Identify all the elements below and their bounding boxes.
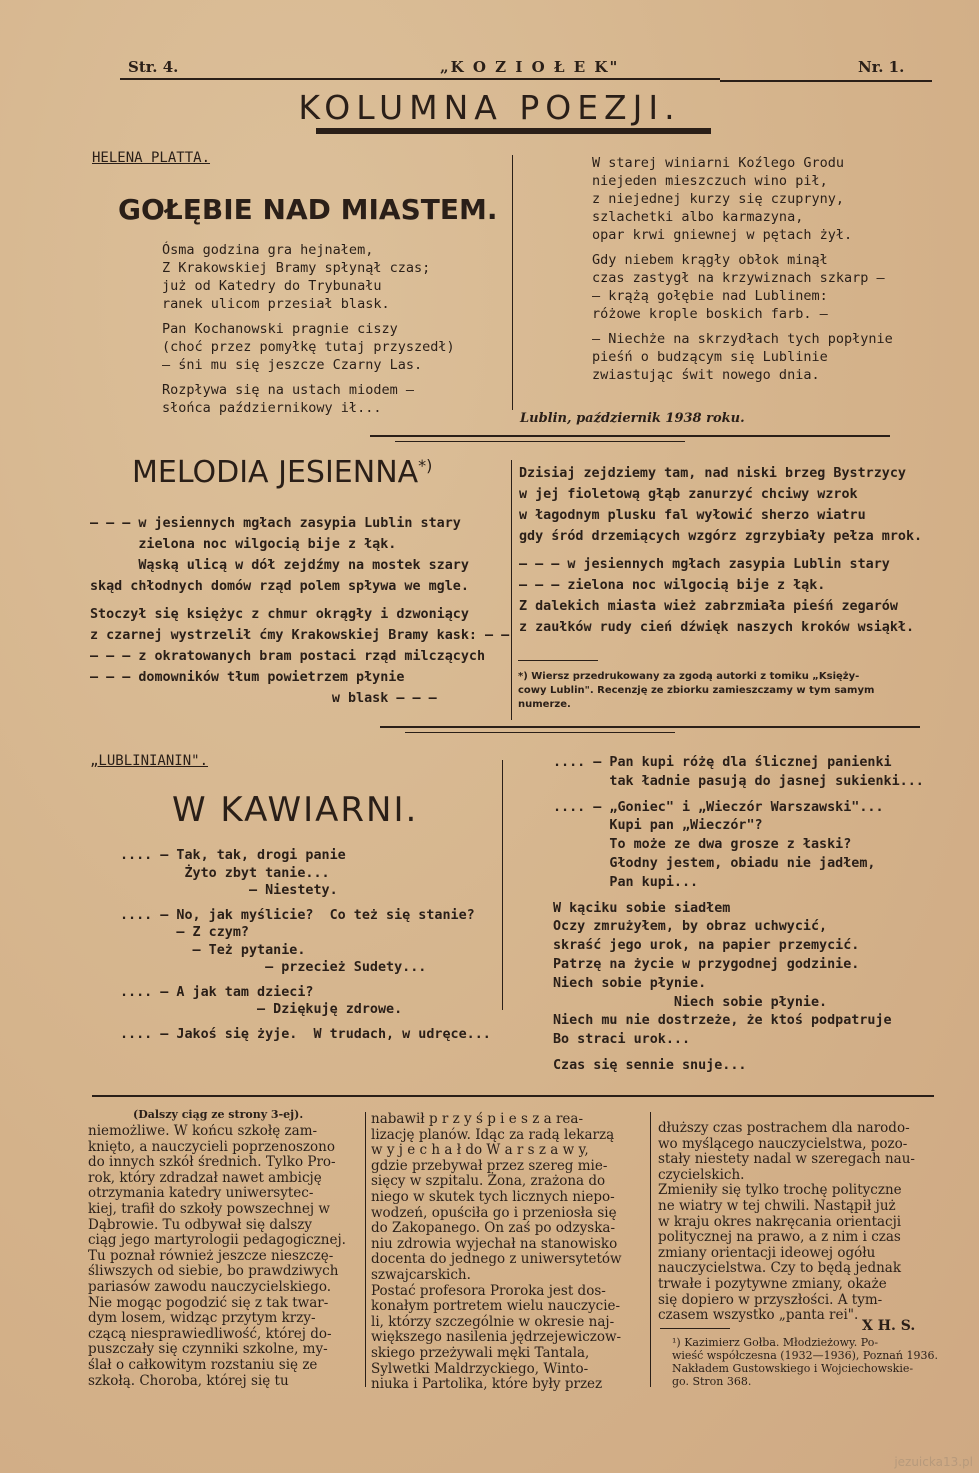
poem-line: Patrzę na życie w przygodnej godzinie. (553, 956, 860, 972)
page-number: Str. 4. (128, 58, 179, 76)
poem-line: tak ładnie pasują do jasnej sukienki... (553, 773, 924, 789)
poem2-divider (511, 460, 512, 720)
poem-line: .... — „Goniec" i „Wieczór Warszawski"... (553, 799, 884, 815)
poem-line (120, 1019, 491, 1026)
poem-line: — — — z okratowanych bram postaci rząd milczących (90, 649, 486, 664)
article-line: śliwszych od siebie, bo prawdziwych (88, 1263, 339, 1280)
poem-line: .... — No, jak myślicie? Co też się stanie? (120, 907, 475, 923)
poem-line: zielona noc wilgocią bije z łąk. (90, 537, 397, 552)
article-line: czycielskich. (658, 1166, 745, 1183)
article-col1 (88, 1124, 360, 1389)
poem2-footnote-rule (518, 660, 598, 661)
article-line: nabawił p r z y ś p i e s z a rea- (371, 1111, 584, 1127)
article-line: pariasów zawodu nauczycielskiego. (88, 1278, 332, 1295)
poem-line: w łagodnym plusku fal wyłowić sherzo wiatru (519, 508, 866, 523)
poem3-divider (502, 760, 503, 1010)
article-line: docenta do jednego z uniwersytetów (371, 1251, 622, 1268)
poem-line (553, 1050, 924, 1057)
poem1-author: HELENA PLATTA. (92, 150, 211, 166)
article-line: się dopiero w przyszłości. A tym- (658, 1291, 883, 1308)
masthead: „K O Z I O Ł E K" (440, 58, 620, 76)
section-title: KOLUMNA POEZJI. (298, 88, 681, 127)
article-line: nauczycielstwa. Czy to będą jednak (658, 1260, 902, 1277)
poem2-rule-a (380, 726, 920, 728)
poem-line: Z Krakowskiej Bramy spłynął czas; (162, 260, 431, 276)
poem-line (162, 374, 455, 381)
poem-line: (choć przez pomyłkę tutaj przyszedł) (162, 339, 455, 355)
article-line: czasem wszystko „panta rei". (658, 1307, 859, 1324)
poem-line (553, 792, 924, 799)
poem2-right-stanzas (519, 463, 922, 638)
article-line: politycznej na prawo, a z nim i czas (658, 1229, 901, 1246)
poem1-rule-b (395, 441, 685, 442)
article-line: do Zakopanego. On zaś po odzyska- (371, 1220, 616, 1237)
article-line: stały niestety nadal w szeregach nau- (658, 1151, 915, 1168)
poem-line: — Niestety. (120, 883, 338, 898)
poem1-right-stanzas (592, 154, 893, 384)
poem-line: szlachetki albo karmazyna, (592, 209, 804, 225)
poem-line: Gdy niebem krągły obłok minął (592, 252, 828, 268)
poem1-divider (512, 155, 513, 410)
poem-line: z czarnej wystrzelił ćmy Krakowskiej Bramy kask: — — (90, 628, 510, 643)
poem-line: .... — Pan kupi różę dla ślicznej panienki (553, 755, 892, 770)
poem2-rule-b (405, 732, 675, 733)
article-line: Dąbrowie. Tu odbywał się dalszy (88, 1216, 313, 1233)
poem-line: słońca październikowy ił... (162, 400, 382, 416)
article-line: lizację planów. Idąc za radą lekarzą (371, 1126, 615, 1143)
poem-line: To może ze dwa grosze z łaski? (553, 837, 852, 853)
article-line: Postać profesora Proroka jest dos- (371, 1282, 606, 1299)
poem-line (553, 893, 924, 900)
footnote-line: Nakładem Gustowskiego i Wojciechowskie- (672, 1362, 914, 1375)
poem3-left-stanzas (120, 847, 491, 1043)
article-line: w kraju okres nakręcania orientacji (658, 1213, 902, 1230)
poem1-signature: Lublin, październik 1938 roku. (520, 411, 745, 426)
article-col2 (371, 1112, 643, 1393)
poem-line: Ósma godzina gra hejnałem, (162, 242, 374, 258)
footnote-line: ¹) Kazimierz Gołba. Młodzieżowy. Po- (672, 1336, 879, 1349)
poem-line: — — — w jesiennych mgłach zasypia Lublin stary (519, 557, 890, 572)
article-col3 (658, 1121, 933, 1324)
poem-line: niejeden mieszczuch wino pił, (592, 173, 828, 189)
article-line: gdzie przebywał przez szereg mie- (371, 1157, 608, 1174)
poem-line: Niech sobie płynie. (553, 994, 828, 1010)
poem-line: Kupi pan „Wieczór"? (553, 818, 763, 834)
article-line: kiej, trafił do szkoły powszechnej w (88, 1200, 330, 1217)
poem-line: .... — Jakoś się żyje. W trudach, w udręce... (120, 1026, 491, 1042)
poem-line (519, 547, 922, 554)
footnote-line: numerze. (518, 699, 571, 710)
poem-line (592, 323, 893, 330)
article-line: li, którzy szczególnie w okresie naj- (371, 1313, 615, 1330)
poem-line (90, 597, 509, 604)
article-line: ślał o całkowitym rozstaniu się ze (88, 1356, 318, 1373)
article-line: Zmieniły się tylko trochę polityczne (658, 1182, 902, 1199)
article-line: czącą niesprawiedliwość, której do- (88, 1325, 332, 1342)
article-line: zmiany orientacji ideowej ogółu (658, 1244, 876, 1261)
poem2-footnote (518, 670, 928, 712)
article-line: Tu poznał również jeszcze nieszczę- (88, 1247, 334, 1264)
poem-line: — Z czym? (120, 925, 249, 940)
poem1-rule-a (370, 435, 890, 437)
poem-line: W starej winiarni Koźlego Grodu (592, 155, 844, 171)
article-line: niemożliwe. W końcu szkołę zam- (88, 1123, 318, 1139)
poem-line: Wąską ulicą w dół zejdźmy na mostek szary (90, 558, 469, 573)
footnote-line: go. Stron 368. (672, 1375, 752, 1388)
article-line: niuka i Partolika, które były przez (371, 1376, 603, 1393)
poem-line (120, 977, 491, 984)
poem-line: czas zastygł na krzywiznach szkarp — (592, 270, 885, 286)
poem3-right-stanzas (553, 754, 924, 1076)
article-line: Nie mogąc pogodzić się z tak twar- (88, 1294, 329, 1311)
article-line: knięto, a nauczycieli poprzenoszono (88, 1138, 335, 1155)
article-line: dym losem, widząc przytym krzy- (88, 1310, 316, 1327)
poem-line: Czas się sennie snuje... (553, 1057, 747, 1073)
poem-line: — Dziękuję zdrowe. (120, 1002, 403, 1017)
poem3-title: W KAWIARNI. (172, 790, 419, 830)
poem-line: w jej fioletową głąb zanurzyć chciwy wzrok (519, 487, 858, 502)
article-line: otrzymania katedry uniwersytec- (88, 1185, 314, 1202)
poem-line: .... — A jak tam dzieci? (120, 984, 314, 1000)
article-line: niego w skutek tych licznych niepo- (371, 1188, 615, 1205)
poem-line: skraść jego urok, na papier przemycić. (553, 938, 860, 954)
poem-line: Niech sobie płynie. (553, 975, 707, 991)
poem1-left-stanzas (162, 241, 455, 417)
poem-line: pieśń o budzącym się Lublinie (592, 349, 828, 365)
poem-line: Pan kupi... (553, 874, 699, 890)
poem2-left-stanzas (90, 513, 509, 709)
poem-line: z zaułków rudy cień dźwięk naszych kroków wsiąkł. (519, 620, 915, 635)
poem-line: w blask — — — (90, 691, 437, 706)
article-line: Sylwetki Maldrzyckiego, Winto- (371, 1360, 589, 1377)
header-rule-left (120, 78, 720, 80)
poem-line: Z dalekich miasta wież zabrzmiała pieśń zegarów (519, 599, 898, 614)
header-rule-right (720, 80, 932, 82)
article-line: szkołą. Choroba, której się tu (88, 1372, 289, 1389)
poem-line: Żyto zbyt tanie... (120, 865, 330, 881)
poem2-title (132, 455, 432, 490)
article-line: większego nasilenia jędrzejewiczow- (371, 1329, 622, 1346)
article-line: rok, który zdradzał nawet ambicję (88, 1169, 322, 1186)
article-divider-1 (365, 1112, 366, 1387)
footnote-line: *) Wiersz przedrukowany za zgodą autorki z tomiku „Księży- (518, 671, 860, 682)
article-rule (92, 1095, 934, 1097)
article-line: w y j e c h a ł do W a r s z a w y, (371, 1142, 589, 1159)
article-line: dłuższy czas postrachem dla narodo- (658, 1120, 910, 1136)
poem-line: .... — Tak, tak, drogi panie (120, 848, 346, 863)
poem-line: — — — w jesiennych mgłach zasypia Lublin stary (90, 516, 461, 531)
article-line: trwałe i pozytywne zmiany, okaże (658, 1275, 887, 1292)
poem-line: — śni mu się jeszcze Czarny Las. (162, 357, 423, 373)
poem-line: W kąciku sobie siadłem (553, 900, 731, 916)
poem-line: Stoczył się księżyc z chmur okrągły i dzwoniący (90, 607, 469, 622)
article-line: wodzeń, opuściła go i przeniosła się (371, 1204, 617, 1221)
article-line: wo myślącego nauczycielstwa, pozo- (658, 1135, 908, 1152)
article-line: ciąg jego martyrologii pedagogicznej. (88, 1232, 346, 1249)
poem-line: Pan Kochanowski pragnie ciszy (162, 321, 398, 337)
article-divider-2 (650, 1112, 651, 1387)
poem-line: Niech mu nie dostrzeże, że ktoś podpatruje (553, 1013, 892, 1029)
poem-line: Oczy zmrużyłem, by obraz uchwycić, (553, 919, 828, 935)
poem-line: już od Katedry do Trybunału (162, 278, 382, 294)
footnote-line: cowy Lublin". Recenzję ze zbiorku zamieszczamy w tym samym (518, 685, 875, 696)
article-line: konałym portretem wielu nauczycie- (371, 1298, 621, 1315)
poem-line: gdy śród drzemiących wzgórz zgrzybiały pełza mrok. (519, 529, 923, 544)
poem2-title-text: MELODIA JESIENNA (132, 455, 419, 490)
poem-line (162, 313, 455, 320)
poem-line: opar krwi gniewnej w pętach żył. (592, 227, 853, 243)
article-line: sięcy w szpitalu. Żona, zrażona do (371, 1173, 606, 1190)
poem-line (120, 900, 491, 907)
article-line: szwajcarskich. (371, 1266, 471, 1283)
poem-line: Głodny jestem, obiadu nie jadłem, (553, 855, 876, 871)
poem-line: Dzisiaj zejdziemy tam, nad niski brzeg Bystrzycy (519, 466, 906, 481)
article-line: do innych szkół średnich. Tylko Pro- (88, 1154, 336, 1171)
title-underline (316, 128, 711, 134)
article-line: skiego przeżywali męki Tantala, (371, 1344, 590, 1361)
article-line: puszczały się czynniki szkolne, my- (88, 1341, 328, 1358)
article-signature: X H. S. (862, 1318, 916, 1334)
poem3-author: „LUBLINIANIN". (90, 753, 209, 769)
poem-line: Bo straci urok... (553, 1032, 691, 1048)
issue-number: Nr. 1. (858, 58, 905, 76)
poem1-title: GOŁĘBIE NAD MIASTEM. (118, 193, 498, 226)
poem-line: — Niechże na skrzydłach tych popłynie (592, 331, 893, 347)
poem-line (592, 244, 893, 251)
watermark: jezuicka13.pl (894, 1455, 973, 1469)
poem-line: ranek ulicom przesiał blask. (162, 296, 390, 312)
article-footnote (672, 1336, 938, 1388)
poem-line: — Też pytanie. (120, 942, 306, 958)
poem-line: — krążą gołębie nad Lublinem: (592, 288, 828, 304)
poem2-title-footmark: *) (418, 456, 433, 475)
poem-line: — — — domowników tłum powietrzem płynie (90, 670, 405, 685)
article-line: ne wiatry w tej chwili. Nastąpił już (658, 1197, 896, 1214)
poem-line: różowe krople boskich farb. — (592, 306, 828, 322)
article-footnote-rule (660, 1328, 730, 1329)
poem-line: z niejednej kurzy się czupryny, (592, 191, 844, 207)
article-continued: (Dalszy ciąg ze strony 3-ej). (133, 1108, 304, 1121)
poem-line: skąd chłodnych domów rząd polem spływa we mgle. (90, 579, 469, 594)
poem-line: zwiastując świt nowego dnia. (592, 367, 820, 383)
poem-line: — — — zielona noc wilgocią bije z łąk. (519, 578, 826, 593)
poem-line: Rozpływa się na ustach miodem — (162, 382, 414, 398)
poem-line: — przecież Sudety... (120, 960, 427, 975)
article-line: niu zdrowia wyjechał na stanowisko (371, 1235, 618, 1252)
footnote-line: wieść współczesna (1932—1936), Poznań 1936. (672, 1349, 938, 1362)
